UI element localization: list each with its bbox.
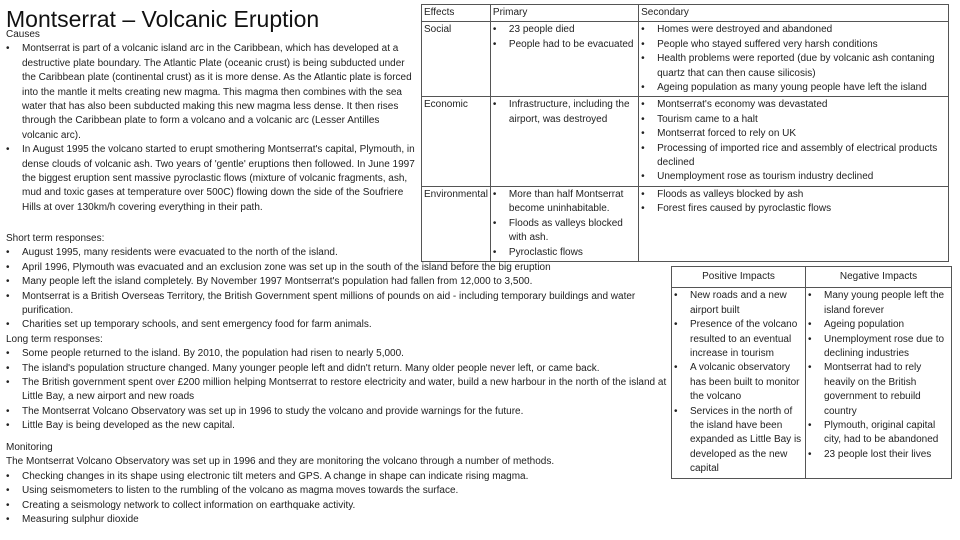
secondary-effect-item: • Floods as valleys blocked by ash [641, 188, 946, 202]
causes-item: • Montserrat is part of a volcanic island arc in the Caribbean, which has developed at a destructive plate boundary. The Atlantic Plate (oceanic crust) is being subducted under the Caribbean plate (continental crust) as it is more dense. As the Atlantic plate is forced into the mantle it melts creating new magma. This magma then combines with the sea water that has also been subducted making this new magma less dense. It then rises through the Caribbean plate to form a volcano and a volcanic arc (Lesser Antilles volcanic arc). [6, 42, 416, 143]
effects-row-label: Economic [422, 97, 491, 186]
monitoring-heading: Monitoring [6, 442, 53, 453]
negative-impacts-cell [806, 288, 952, 478]
positive-impacts-cell [672, 288, 806, 478]
secondary-effects-cell [639, 22, 949, 97]
short-term-item: • Charities set up temporary schools, and sent emergency food for farm animals. [6, 318, 674, 332]
monitoring-item: • Measuring sulphur dioxide [6, 513, 626, 527]
positive-impact-item: • Presence of the volcano resulted to an eventual increase in tourism [674, 318, 803, 361]
effects-row-label: Social [422, 22, 491, 97]
positive-impacts-header: Positive Impacts [672, 267, 806, 288]
short-term-item: • Montserrat is a British Overseas Territory, the British Government spent millions of pounds on aid - including temporary buildings and water purification. [6, 290, 674, 319]
secondary-effects-cell [639, 186, 949, 261]
secondary-effect-item: • Montserrat forced to rely on UK [641, 127, 946, 141]
primary-effect-item: • Infrastructure, including the airport, was destroyed [493, 98, 636, 127]
short-term-heading: Short term responses: [6, 233, 105, 244]
primary-effects-cell [490, 186, 638, 261]
effects-header-row [422, 5, 949, 22]
primary-effects-cell [490, 97, 638, 186]
monitoring-item: • Checking changes in its shape using electronic tilt meters and GPS. A change in shape can indicate rising magma. [6, 470, 626, 484]
impacts-table [671, 266, 952, 479]
effects-row-label: Environmental [422, 186, 491, 261]
effects-row-environmental [422, 186, 949, 261]
monitoring-item: • Using seismometers to listen to the rumbling of the volcano as magma moves towards the surface. [6, 484, 626, 498]
secondary-effect-item: • Health problems were reported (due by volcanic ash contaning quartz that can then cause silicosis) [641, 52, 946, 81]
impacts-header-row [672, 267, 952, 288]
secondary-effect-item: • Forest fires caused by pyroclastic flows [641, 202, 946, 216]
primary-header-cell: Primary [490, 5, 638, 22]
responses-section [6, 232, 674, 434]
long-term-item: • The Montserrat Volcano Observatory was set up in 1996 to study the volcano and provide warnings for the future. [6, 405, 674, 419]
secondary-effect-item: • Processing of imported rice and assembly of electrical products declined [641, 142, 946, 171]
page-title: Montserrat – Volcanic Eruption [6, 6, 320, 32]
positive-impact-item: • New roads and a new airport built [674, 289, 803, 318]
effects-row-social [422, 22, 949, 97]
negative-impacts-header: Negative Impacts [806, 267, 952, 288]
secondary-effect-item: • Tourism came to a halt [641, 113, 946, 127]
secondary-header-cell: Secondary [639, 5, 949, 22]
long-term-item: • The British government spent over £200 million helping Montserrat to restore electricity and water, build a new harbour in the north of the island at Little Bay, a new airport and new roads [6, 376, 674, 405]
short-term-item: • August 1995, many residents were evacuated to the north of the island. [6, 246, 674, 260]
causes-item: • In August 1995 the volcano started to erupt smothering Montserrat's capital, Plymouth, in dense clouds of volcanic ash. Two years of 'gentle' eruptions then followed. In June 1997 the biggest eruption sent massive pyroclastic flows (mixture of volcanic fragments, ash, mud and toxic gases at temperature over 500C) flowing down the side of the Soufriere Hills at over 130km/h covering everything in their path. [6, 143, 416, 215]
effects-header-cell: Effects [422, 5, 491, 22]
long-term-item: • The island's population structure changed. Many younger people left and didn't return. Many older people never left, or came back. [6, 362, 674, 376]
long-term-item: • Little Bay is being developed as the new capital. [6, 419, 674, 433]
impacts-row [672, 288, 952, 478]
negative-impact-item: • Montserrat had to rely heavily on the British government to rebuild country [808, 361, 949, 419]
negative-impact-item: • 23 people lost their lives [808, 448, 949, 462]
monitoring-item: • Creating a seismology network to collect information on earthquake activity. [6, 499, 626, 513]
monitoring-intro: The Montserrat Volcano Observatory was set up in 1996 and they are monitoring the volcano through a number of methods. [6, 456, 555, 468]
positive-impact-item: • A volcanic observatory has been built to monitor the volcano [674, 361, 803, 404]
secondary-effect-item: • Homes were destroyed and abandoned [641, 23, 946, 37]
causes-heading: Causes [6, 29, 40, 40]
primary-effects-cell [490, 22, 638, 97]
primary-effect-item: • Floods as valleys blocked with ash. [493, 217, 636, 246]
monitoring-section [6, 441, 626, 527]
primary-effect-item: • More than half Montserrat become uninhabitable. [493, 188, 636, 217]
primary-effect-item: • People had to be evacuated [493, 38, 636, 52]
short-term-item: • April 1996, Plymouth was evacuated and an exclusion zone was set up in the south of the island before the big eruption [6, 261, 674, 275]
long-term-heading: Long term responses: [6, 333, 103, 345]
effects-row-economic [422, 97, 949, 186]
causes-section [6, 28, 416, 215]
primary-effect-item: • 23 people died [493, 23, 636, 37]
secondary-effect-item: • Montserrat's economy was devastated [641, 98, 946, 112]
negative-impact-item: • Ageing population [808, 318, 949, 332]
long-term-item: • Some people returned to the island. By 2010, the population had risen to nearly 5,000. [6, 347, 674, 361]
primary-effect-item: • Pyroclastic flows [493, 246, 636, 260]
short-term-item: • Many people left the island completely. By November 1997 Montserrat's population had fallen from 12,000 to 3,500. [6, 275, 674, 289]
negative-impact-item: • Many young people left the island forever [808, 289, 949, 318]
secondary-effect-item: • Unemployment rose as tourism industry declined [641, 170, 946, 184]
negative-impact-item: • Plymouth, original capital city, had to be abandoned [808, 419, 949, 448]
positive-impact-item: • Services in the north of the island have been expanded as Little Bay is developed as the new capital [674, 405, 803, 477]
secondary-effect-item: • People who stayed suffered very harsh conditions [641, 38, 946, 52]
negative-impact-item: • Unemployment rose due to declining industries [808, 333, 949, 362]
effects-table [421, 4, 949, 262]
secondary-effects-cell [639, 97, 949, 186]
secondary-effect-item: • Ageing population as many young people have left the island [641, 81, 946, 95]
